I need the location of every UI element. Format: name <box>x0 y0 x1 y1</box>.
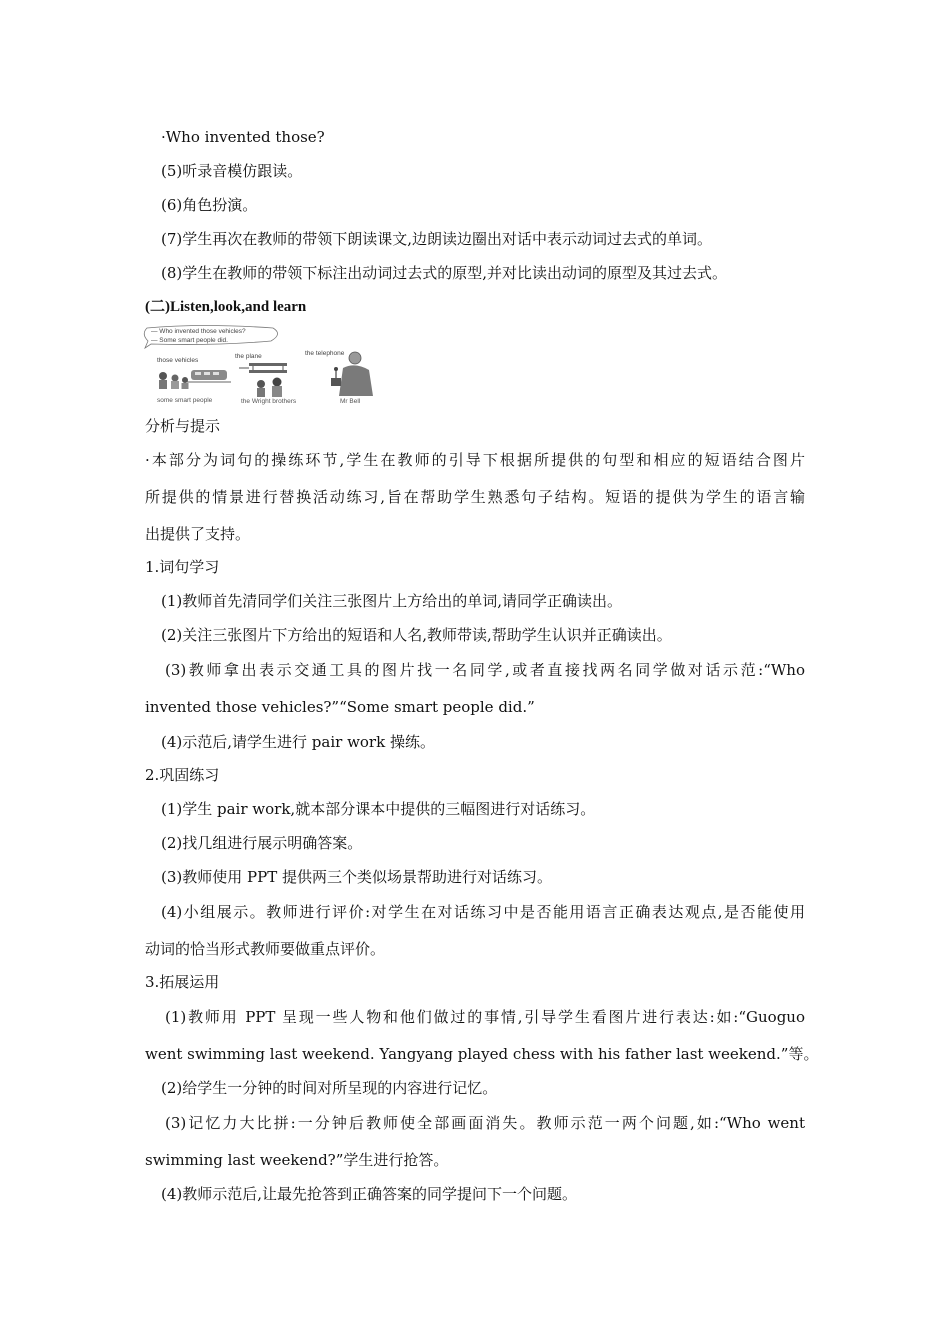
analysis-line-2: 所提供的情景进行替换活动练习,旨在帮助学生熟悉句子结构。短语的提供为学生的语言输 <box>145 488 805 506</box>
label-the-plane: the plane <box>235 353 262 360</box>
section-3-step-3b: swimming last weekend?”学生进行抢答。 <box>145 1151 449 1169</box>
label-those-vehicles: those vehicles <box>157 357 199 364</box>
section-3-step-2: (2)给学生一分钟的时间对所呈现的内容进行记忆。 <box>161 1079 498 1097</box>
section-3-step-1a: (1)教师用 PPT 呈现一些人物和他们做过的事情,引导学生看图片进行表达:如:“Guoguo <box>165 1008 805 1026</box>
bubble-answer: — Some smart people did. <box>151 337 228 344</box>
vehicles-picture <box>159 370 231 389</box>
step-7: (7)学生再次在教师的带领下朗读课文,边朗读边圈出对话中表示动词过去式的单词。 <box>161 230 713 248</box>
section-1-step-4: (4)示范后,请学生进行 pair work 操练。 <box>161 733 435 751</box>
caption-wright-brothers: the Wright brothers <box>241 398 297 405</box>
analysis-line-1: ·本部分为词句的操练环节,学生在教师的引导下根据所提供的句型和相应的短语结合图片 <box>145 451 805 469</box>
section-1-step-2: (2)关注三张图片下方给出的短语和人名,教师带读,帮助学生认识并正确读出。 <box>161 626 672 644</box>
plane-picture <box>239 363 287 397</box>
section-3-step-3a: (3)记忆力大比拼:一分钟后教师使全部画面消失。教师示范一两个问题,如:“Who went <box>165 1114 805 1132</box>
step-6: (6)角色扮演。 <box>161 196 258 214</box>
analysis-title: 分析与提示 <box>145 417 221 435</box>
telephone-picture <box>331 352 373 396</box>
section-3-title: 3.拓展运用 <box>145 973 220 991</box>
section-1-step-1: (1)教师首先清同学们关注三张图片上方给出的单词,请同学正确读出。 <box>161 592 623 610</box>
section-3-step-1b: went swimming last weekend. Yangyang played chess with his father last weekend.”等。 <box>145 1045 819 1063</box>
analysis-line-3: 出提供了支持。 <box>145 525 251 543</box>
section-3-step-4: (4)教师示范后,让最先抢答到正确答案的同学提问下一个问题。 <box>161 1185 578 1203</box>
line-who-invented: ·Who invented those? <box>161 128 325 146</box>
caption-mr-bell: Mr Bell <box>340 398 361 405</box>
section-1-step-3b: invented those vehicles?”“Some smart people did.” <box>145 698 535 716</box>
label-the-telephone: the telephone <box>305 350 345 357</box>
bubble-question: — Who invented those vehicles? <box>151 328 246 335</box>
section-heading: (二)Listen,look,and learn <box>145 299 307 315</box>
section-2-title: 2.巩固练习 <box>145 766 220 784</box>
step-5: (5)听录音模仿跟读。 <box>161 162 303 180</box>
textbook-illustration <box>143 324 378 406</box>
section-2-step-3: (3)教师使用 PPT 提供两三个类似场景帮助进行对话练习。 <box>161 868 552 886</box>
section-1-step-3a: (3)教师拿出表示交通工具的图片找一名同学,或者直接找两名同学做对话示范:“Who <box>165 661 805 679</box>
section-2-step-4b: 动词的恰当形式教师要做重点评价。 <box>145 940 386 958</box>
caption-smart-people: some smart people <box>157 397 213 404</box>
section-1-title: 1.词句学习 <box>145 558 220 576</box>
section-2-step-1: (1)学生 pair work,就本部分课本中提供的三幅图进行对话练习。 <box>161 800 596 818</box>
illustration-svg <box>143 324 378 406</box>
section-2-step-2: (2)找几组进行展示明确答案。 <box>161 834 363 852</box>
section-2-step-4a: (4)小组展示。教师进行评价:对学生在对话练习中是否能用语言正确表达观点,是否能使用 <box>161 903 805 921</box>
step-8: (8)学生在教师的带领下标注出动词过去式的原型,并对比读出动词的原型及其过去式。 <box>161 264 728 282</box>
